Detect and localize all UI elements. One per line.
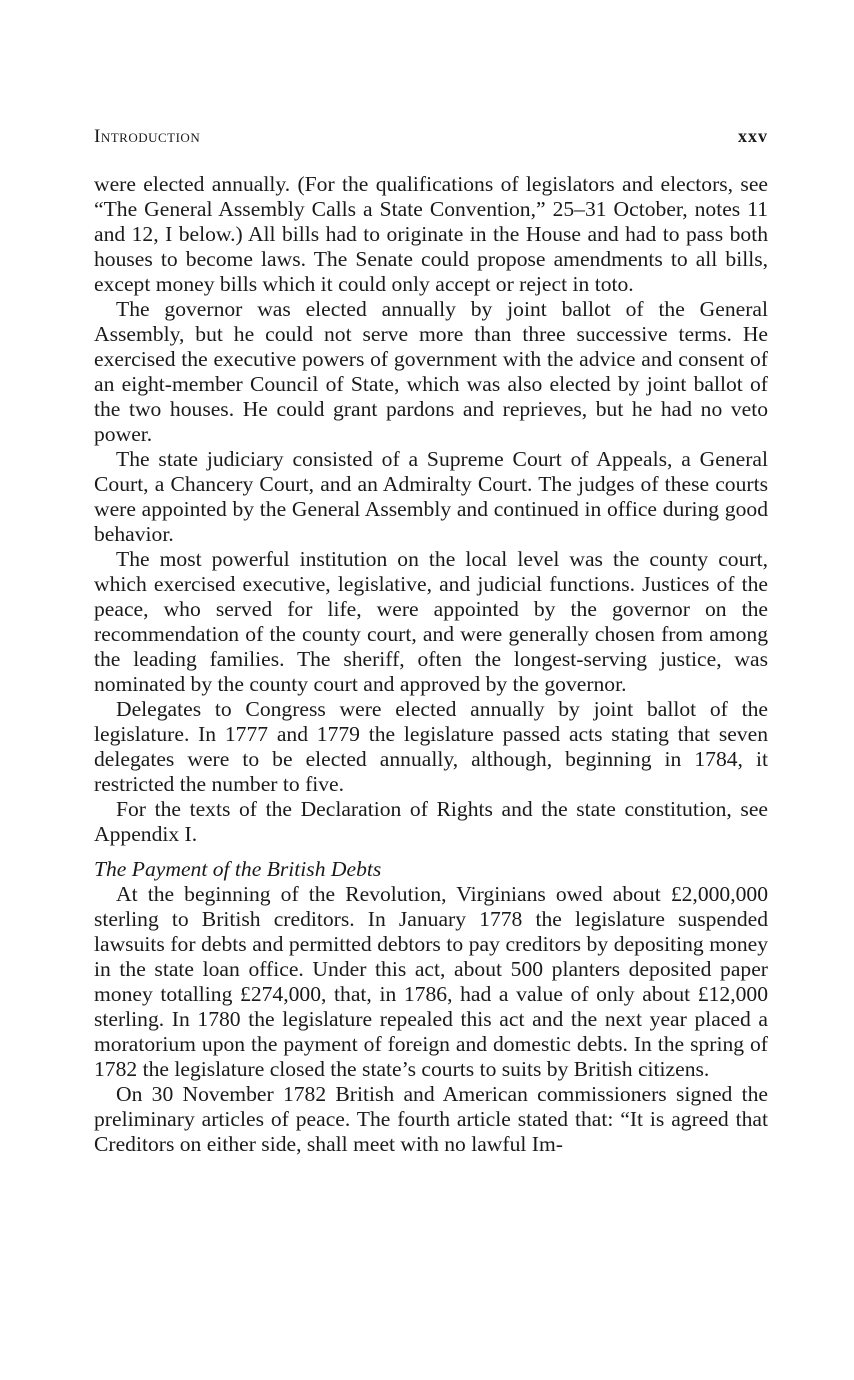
page-number: xxv bbox=[738, 126, 768, 146]
paragraph: On 30 November 1782 British and American commissioners signed the preliminary articles of peace. The fourth article stated that: “It is agreed that Creditors on either side, shall meet with no lawful Im- bbox=[94, 1082, 768, 1156]
paragraph: The most powerful institution on the local level was the county court, which exercised executive, legislative, and judicial functions. Justices of the peace, who served for life, were appointed by the governor on the recommendation of the county court, and were generally chosen from among the leading families. The sheriff, often the longest-serving justice, was nominated by the county court and approved by the governor. bbox=[94, 547, 768, 696]
paragraph: Delegates to Congress were elected annually by joint ballot of the legislature. In 1777 and 1779 the legislature passed acts stating that seven delegates were to be elected annually, although, beginning in 1784, it restricted the number to five. bbox=[94, 697, 768, 796]
paragraph: At the beginning of the Revolution, Virginians owed about £2,000,000 sterling to British creditors. In January 1778 the legislature suspended lawsuits for debts and permitted debtors to pay creditors by depositing money in the state loan office. Under this act, about 500 planters deposited paper money totalling £274,000, that, in 1786, had a value of only about £12,000 sterling. In 1780 the legislature repealed this act and the next year placed a moratorium upon the payment of foreign and domestic debts. In the spring of 1782 the legislature closed the state’s courts to suits by British citizens. bbox=[94, 882, 768, 1081]
book-page bbox=[94, 126, 768, 1157]
running-head-title: Introduction bbox=[94, 126, 201, 147]
paragraph: The governor was elected annually by joint ballot of the General Assembly, but he could not serve more than three successive terms. He exercised the executive powers of government with the advice and consent of an eight-member Council of State, which was also elected by joint ballot of the two houses. He could grant pardons and reprieves, but he had no veto power. bbox=[94, 297, 768, 446]
paragraph: were elected annually. (For the qualifications of legislators and electors, see “The General Assembly Calls a State Convention,” 25–31 October, notes 11 and 12, I below.) All bills had to originate in the House and had to pass both houses to become laws. The Senate could propose amendments to all bills, except money bills which it could only accept or reject in toto. bbox=[94, 172, 768, 296]
running-head bbox=[94, 126, 768, 148]
paragraph: For the texts of the Declaration of Rights and the state constitution, see Appendix I. bbox=[94, 797, 768, 846]
body-text bbox=[94, 172, 768, 1157]
paragraph: The state judiciary consisted of a Supreme Court of Appeals, a General Court, a Chancery Court, and an Admiralty Court. The judges of these courts were appointed by the General Assembly and continued in office during good behavior. bbox=[94, 447, 768, 546]
section-heading: The Payment of the British Debts bbox=[94, 857, 382, 881]
